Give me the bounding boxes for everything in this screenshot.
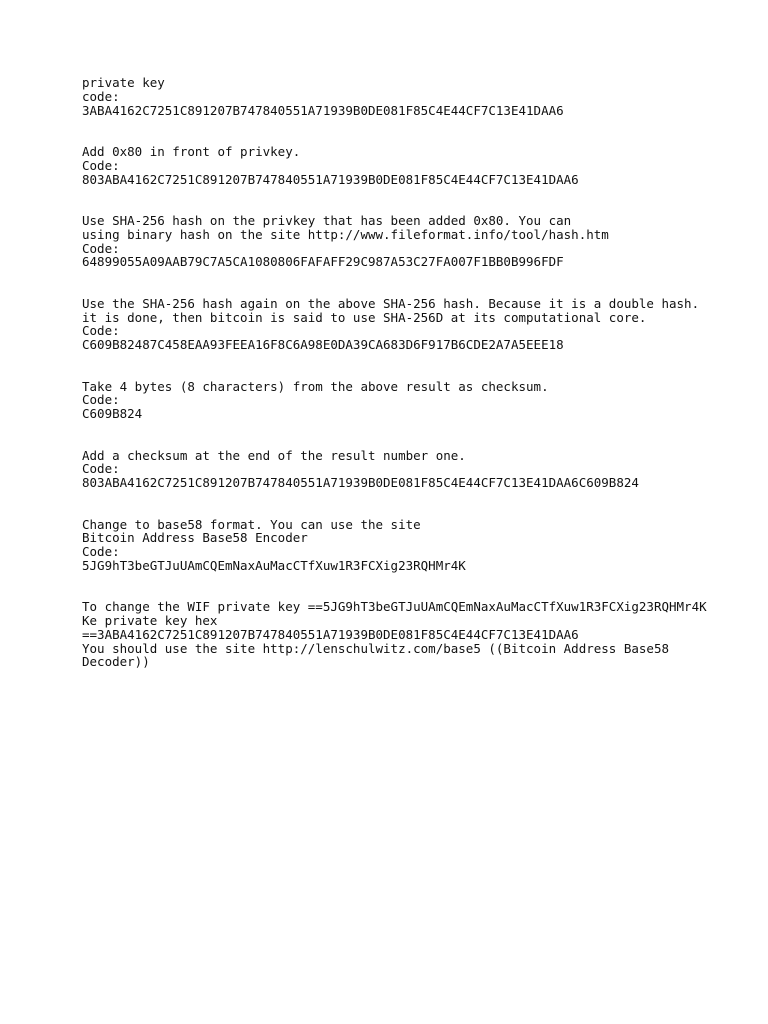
section-heading: Use the SHA-256 hash again on the above SHA-256 hash. Because it is a double hash. [82, 295, 700, 311]
double-sha256-section [82, 297, 762, 352]
code-label: Code: [82, 544, 120, 560]
code-value: 5JG9hT3beGTJuUAmCQEmNaxAuMacCTfXuw1R3FCXig23RQHMr4K [82, 557, 466, 573]
code-value: 803ABA4162C7251C891207B747840551A71939B0DE081F85C4E44CF7C13E41DAA6C609B824 [82, 475, 639, 491]
code-value: ==3ABA4162C7251C891207B747840551A71939B0DE081F85C4E44CF7C13E41DAA6 [82, 626, 579, 642]
section-text: Bitcoin Address Base58 Encoder [82, 530, 308, 546]
section-heading: Change to base58 format. You can use the site [82, 516, 421, 532]
code-label: Code: [82, 323, 120, 339]
section-text: Ke private key hex [82, 613, 218, 629]
wif-conversion-section [82, 600, 762, 669]
base58-section [82, 518, 762, 573]
section-text: it is done, then bitcoin is said to use SHA-256D at its computational core. [82, 309, 647, 325]
section-heading: Add 0x80 in front of privkey. [82, 143, 301, 159]
code-value: C609B82487C458EAA93FEEA16F8C6A98E0DA39CA683D6F917B6CDE2A7A5EEE18 [82, 337, 564, 353]
document-page [82, 76, 762, 697]
section-heading: To change the WIF private key ==5JG9hT3beGTJuUAmCQEmNaxAuMacCTfXuw1R3FCXig23RQHMr4K [82, 599, 707, 615]
code-value: C609B824 [82, 406, 143, 422]
section-text: using binary hash on the site http://www.fileformat.info/tool/hash.htm [82, 226, 609, 242]
code-value: 64899055A09AAB79C7A5CA1080806FAFAFF29C987A53C27FA007F1BB0B996FDF [82, 254, 564, 270]
code-label: Code: [82, 157, 120, 173]
append-checksum-section [82, 449, 762, 490]
code-label: code: [82, 88, 120, 104]
sha256-section [82, 214, 762, 269]
section-heading: Take 4 bytes (8 characters) from the above result as checksum. [82, 378, 549, 394]
code-value: 3ABA4162C7251C891207B747840551A71939B0DE081F85C4E44CF7C13E41DAA6 [82, 102, 564, 118]
code-label: Code: [82, 240, 120, 256]
section-text: Decoder)) [82, 654, 150, 670]
section-heading: Use SHA-256 hash on the privkey that has been added 0x80. You can [82, 212, 572, 228]
section-heading: private key [82, 75, 165, 90]
section-text: You should use the site http://lenschulwitz.com/base5 ((Bitcoin Address Base58 [82, 640, 669, 656]
private-key-section [82, 76, 762, 117]
code-value: 803ABA4162C7251C891207B747840551A71939B0DE081F85C4E44CF7C13E41DAA6 [82, 171, 579, 187]
code-label: Code: [82, 461, 120, 477]
add-prefix-section [82, 145, 762, 186]
section-heading: Add a checksum at the end of the result number one. [82, 447, 466, 463]
checksum-section [82, 380, 762, 421]
code-label: Code: [82, 392, 120, 408]
